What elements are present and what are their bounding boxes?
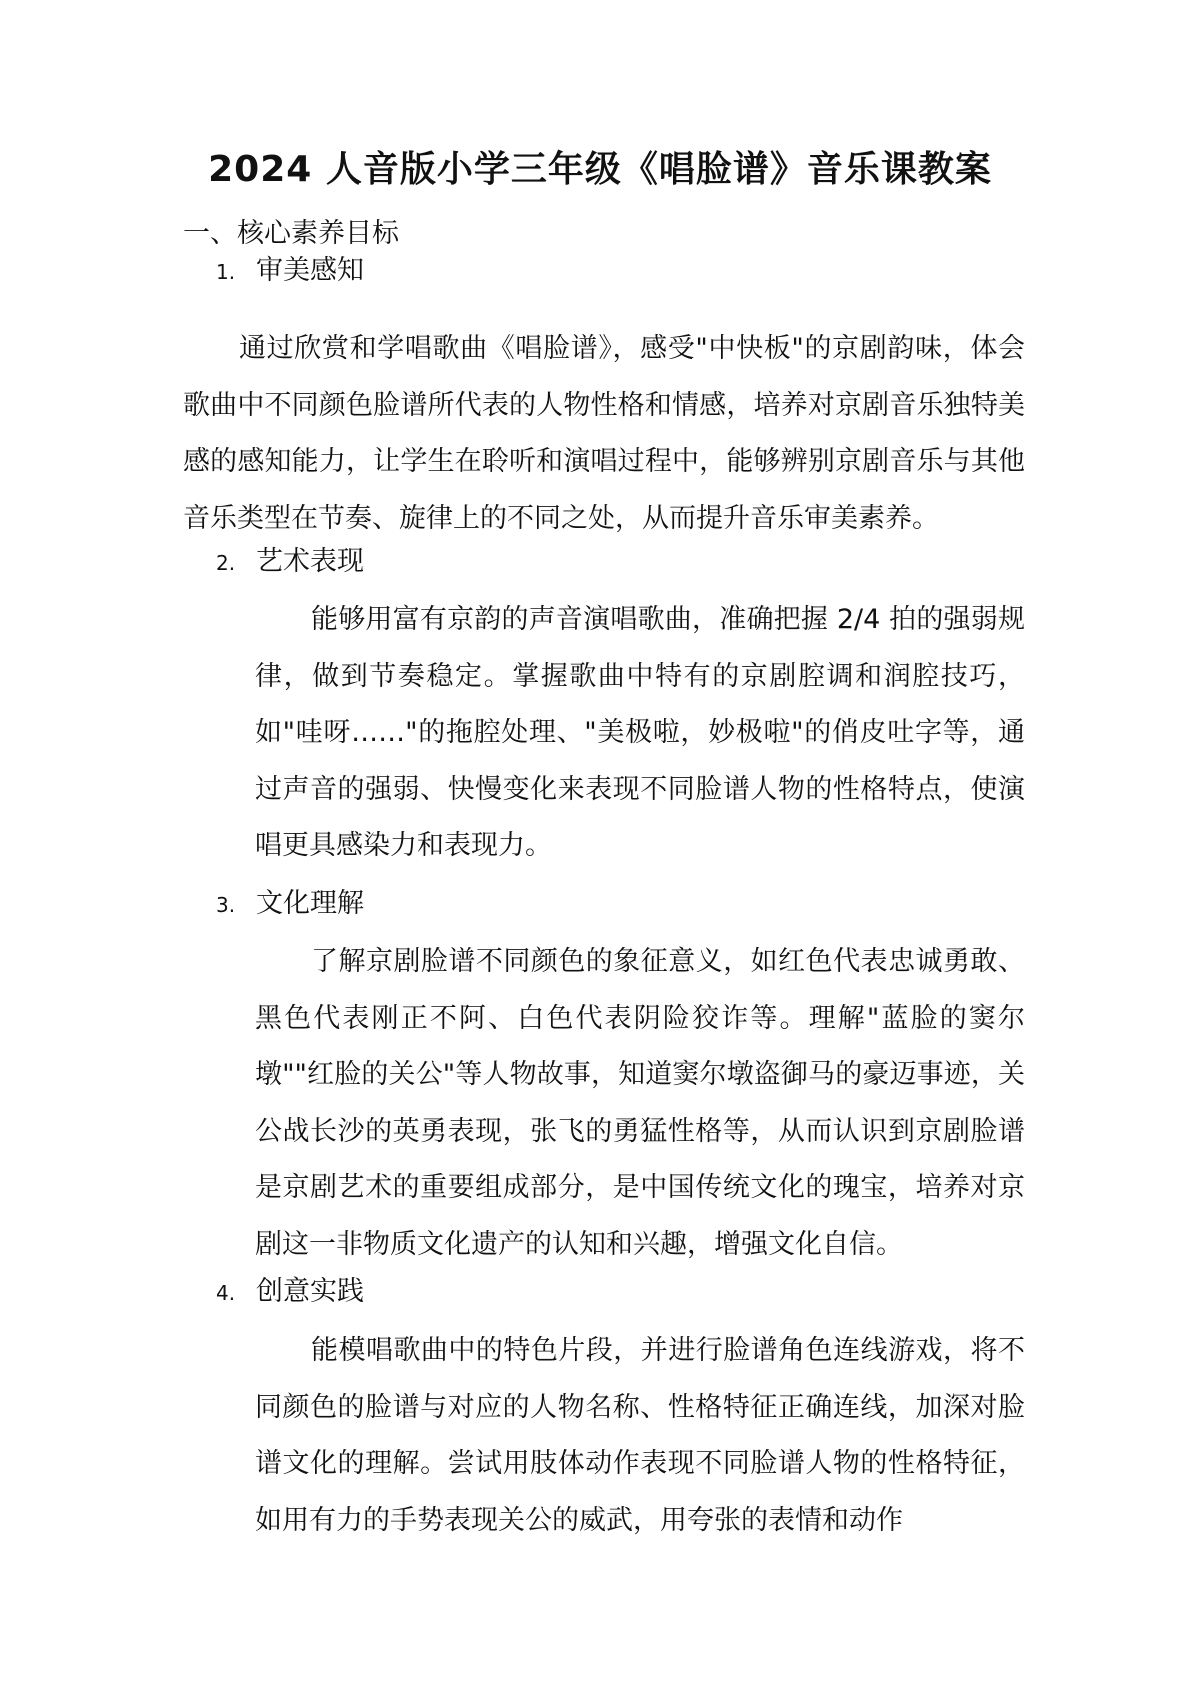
- list-number: 4.: [216, 1281, 236, 1305]
- list-label: 审美感知: [256, 255, 364, 286]
- paragraph-cultural-understanding: 了解京剧脸谱不同颜色的象征意义，如红色代表忠诚勇敢、黑色代表刚正不阿、白色代表阴险狡诈等。理解"蓝脸的窦尔墩""红脸的关公"等人物故事，知道窦尔墩盗御马的豪迈事迹，关公战长沙的英勇表现，张飞的勇猛性格等，从而认识到京剧脸谱是京剧艺术的重要组成部分，是中国传统文化的瑰宝，培养对京剧这一非物质文化遗产的认知和兴趣，增强文化自信。: [255, 946, 1025, 1260]
- paragraph-artistic-expression: 能够用富有京韵的声音演唱歌曲，准确把握 2/4 拍的强弱规律，做到节奏稳定。掌握歌曲中特有的京剧腔调和润腔技巧，如"哇呀……"的拖腔处理、"美极啦，妙极啦"的俏皮吐字等，通过声音的强弱、快慢变化来表现不同脸谱人物的性格特点，使演唱更具感染力和表现力。: [255, 604, 1025, 861]
- list-item-heading-1: [216, 251, 364, 292]
- list-label: 艺术表现: [256, 546, 364, 577]
- list-label: 文化理解: [256, 888, 364, 919]
- list-item-heading-4: [216, 1272, 364, 1313]
- paragraph-aesthetic-perception: 通过欣赏和学唱歌曲《唱脸谱》，感受"中快板"的京剧韵味，体会歌曲中不同颜色脸谱所代表的人物性格和情感，培养对京剧音乐独特美感的感知能力，让学生在聆听和演唱过程中，能够辨别京剧音乐与其他音乐类型在节奏、旋律上的不同之处，从而提升音乐审美素养。: [183, 333, 1025, 534]
- list-item-heading-3: [216, 884, 364, 925]
- document-title: 2024 人音版小学三年级《唱脸谱》音乐课教案: [208, 149, 992, 190]
- list-number: 3.: [216, 893, 236, 917]
- list-number: 2.: [216, 551, 236, 575]
- list-item-heading-2: [216, 542, 364, 583]
- list-label: 创意实践: [256, 1276, 364, 1307]
- section-heading: 一、核心素养目标: [183, 218, 399, 249]
- paragraph-creative-practice: 能模唱歌曲中的特色片段，并进行脸谱角色连线游戏，将不同颜色的脸谱与对应的人物名称、性格特征正确连线，加深对脸谱文化的理解。尝试用肢体动作表现不同脸谱人物的性格特征，如用有力的手势表现关公的威武，用夸张的表情和动作: [255, 1335, 1025, 1536]
- list-number: 1.: [216, 260, 236, 284]
